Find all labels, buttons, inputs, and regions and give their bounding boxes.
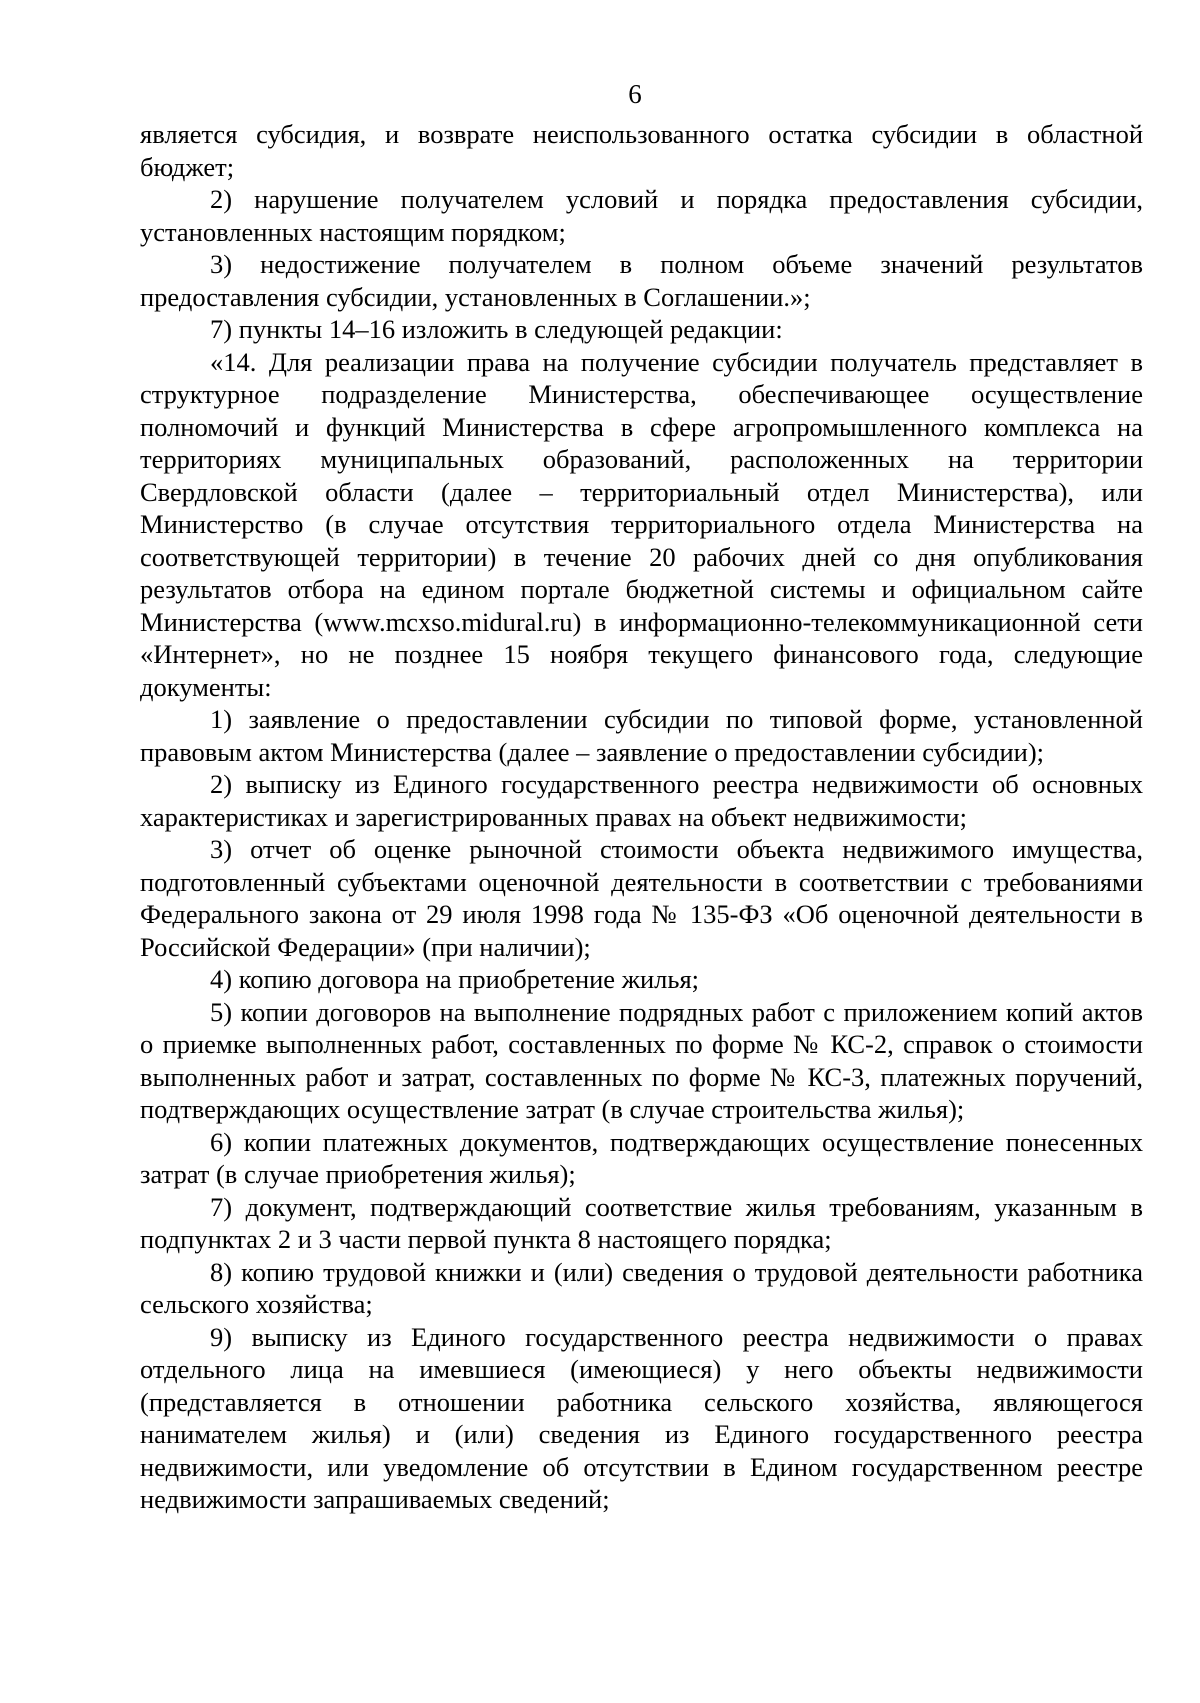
paragraph-doc-8-employment-record: 8) копию трудовой книжки и (или) сведения о трудовой деятельности работника сельского хозяйства; bbox=[140, 1256, 1143, 1319]
paragraph-doc-9-registry-rights: 9) выписку из Единого государственного реестра недвижимости о правах отдельного лица на имевшиеся (имеющиеся) у него объекты недвижимости (представляется в отношении работника сельского хозяйства, являющегося нанимателем жилья) и (или) сведения из Единого государственного реестра недвижимости, или уведомление об отсутствии в Едином государственном реестре недвижимости запрашиваемых сведений; bbox=[140, 1321, 1143, 1514]
page-number: 6 bbox=[628, 79, 642, 109]
paragraph-doc-3-valuation-report: 3) отчет об оценке рыночной стоимости объекта недвижимого имущества, подготовленный субъектами оценочной деятельности в соответствии с требованиями Федерального закона от 29 июля 1998 года № 135-ФЗ «Об оценочной деятельности в Российской Федерации» (при наличии); bbox=[140, 834, 1143, 962]
paragraph-doc-6-payment-documents: 6) копии платежных документов, подтверждающих осуществление понесенных затрат (в случае приобретения жилья); bbox=[140, 1126, 1143, 1189]
paragraph-doc-7-compliance: 7) документ, подтверждающий соответствие жилья требованиям, указанным в подпунктах 2 и 3 части первой пункта 8 настоящего порядка; bbox=[140, 1191, 1143, 1254]
paragraph-doc-2-registry-extract: 2) выписку из Единого государственного реестра недвижимости об основных характеристиках и зарегистрированных правах на объект недвижимости; bbox=[140, 769, 1143, 832]
paragraph-doc-1-application: 1) заявление о предоставлении субсидии по типовой форме, установленной правовым актом Министерства (далее – заявление о предоставлении субсидии); bbox=[140, 704, 1143, 767]
paragraph-doc-4-purchase-contract: 4) копию договора на приобретение жилья; bbox=[210, 964, 700, 994]
paragraph-continuation: является субсидия, и возврате неиспользованного остатка субсидии в областной бюджет; bbox=[140, 119, 1143, 182]
paragraph-doc-5-contract-works: 5) копии договоров на выполнение подрядных работ с приложением копий актов о приемке выполненных работ, составленных по форме № КС-2, справок о стоимости выполненных работ и затрат, составленных по форме № КС-3, платежных поручений, подтверждающих осуществление затрат (в случае строительства жилья); bbox=[140, 996, 1143, 1124]
paragraph-clause-14: «14. Для реализации права на получение субсидии получатель представляет в структурное подразделение Министерства, обеспечивающее осуществление полномочий и функций Министерства в сфере агропромышленного комплекса на территориях муниципальных образований, расположенных на территории Свердловской области (далее – территориальный отдел Министерства), или Министерство (в случае отсутствия территориального отдела Министерства на соответствующей территории) в течение 20 рабочих дней со дня опубликования результатов отбора на едином портале бюджетной системы и официальном сайте Министерства (www.mcxso.midural.ru) в информационно-телекоммуникационной сети «Интернет», но не позднее 15 ноября текущего финансового года, следующие документы: bbox=[140, 346, 1143, 702]
paragraph-amendment-7: 7) пункты 14–16 изложить в следующей редакции: bbox=[210, 314, 783, 344]
paragraph-item-2-violation: 2) нарушение получателем условий и порядка предоставления субсидии, установленных настоящим порядком; bbox=[140, 184, 1143, 247]
paragraph-item-3-non-achievement: 3) недостижение получателем в полном объеме значений результатов предоставления субсидии, установленных в Соглашении.»; bbox=[140, 249, 1143, 312]
document-body bbox=[140, 118, 1143, 1516]
